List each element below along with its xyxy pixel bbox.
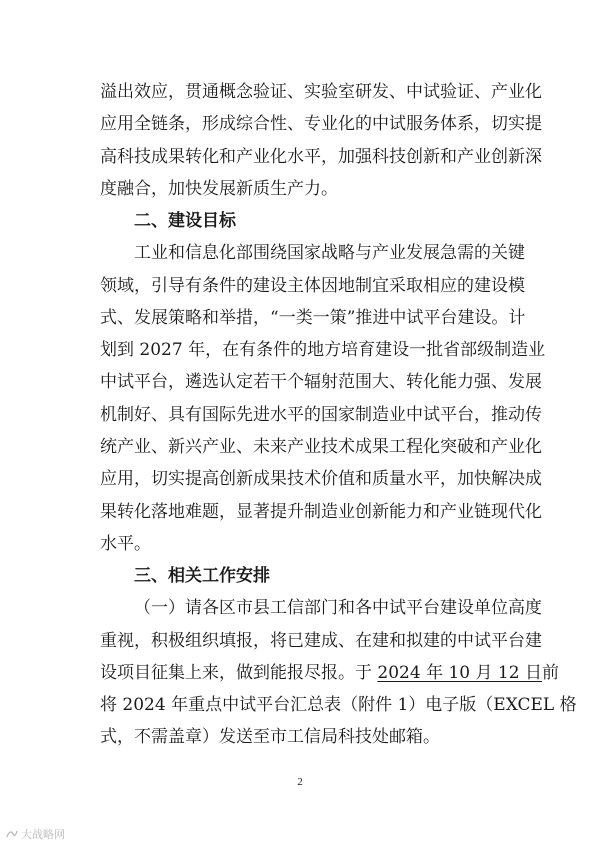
paragraph-3-line-2: 重视，积极组织填报，将已建成、在建和拟建的中试平台建 <box>100 631 542 651</box>
paragraph-3-line-4: 将 2024 年重点中试平台汇总表（附件 1）电子版（EXCEL 格 <box>100 695 577 715</box>
section-heading-goals: 二、建设目标 <box>134 211 236 231</box>
paragraph-2-line-9: 果转化落地难题，显著提升制造业创新能力和产业链现代化 <box>100 502 542 522</box>
page-number: 2 <box>297 776 303 788</box>
paragraph-1-line-4: 度融合，加快发展新质生产力。 <box>100 179 338 199</box>
paragraph-3-line-3-pre: 设项目征集上来，做到能报尽报。于 <box>100 663 378 683</box>
paragraph-2-line-5: 中试平台，遴选认定若干个辐射范围大、转化能力强、发展 <box>100 372 542 392</box>
section-heading-arrangements: 三、相关工作安排 <box>134 566 270 586</box>
paragraph-2-line-2: 领域，引导有条件的建设主体因地制宜采取相应的建设模 <box>100 276 525 296</box>
deadline-date: 2024 年 10 月 12 日 <box>377 663 542 683</box>
paragraph-2-line-8: 应用，切实提高创新成果技术价值和质量水平，加快解决成 <box>100 469 542 489</box>
paragraph-3-line-1: （一）请各区市县工信部门和各中试平台建设单位高度 <box>134 598 542 618</box>
paragraph-1-line-2: 应用全链条，形成综合性、专业化的中试服务体系，切实提 <box>100 114 542 134</box>
paragraph-1-line-1: 溢出效应，贯通概念验证、实验室研发、中试验证、产业化 <box>100 82 542 102</box>
watermark-logo-icon <box>6 829 18 839</box>
watermark-text: 大战略网 <box>21 828 65 841</box>
paragraph-3-line-5: 式，不需盖章）发送至市工信局科技处邮箱。 <box>100 727 440 747</box>
paragraph-2-line-7: 统产业、新兴产业、未来产业技术成果工程化突破和产业化 <box>100 437 542 457</box>
paragraph-2-line-6: 机制好、具有国际先进水平的国家制造业中试平台，推动传 <box>100 405 542 425</box>
watermark <box>6 826 65 842</box>
paragraph-2-line-1: 工业和信息化部围绕国家战略与产业发展急需的关键 <box>134 243 525 263</box>
paragraph-2-line-3: 式、发展策略和举措，“一类一策”推进中试平台建设。计 <box>100 308 526 328</box>
paragraph-3-line-3-post: 前 <box>541 663 559 683</box>
paragraph-3-line-3 <box>100 663 559 683</box>
paragraph-1-line-3: 高科技成果转化和产业化水平，加强科技创新和产业创新深 <box>100 147 542 167</box>
paragraph-2-line-4: 划到 2027 年，在有条件的地方培育建设一批省部级制造业 <box>100 340 546 360</box>
paragraph-2-line-10: 水平。 <box>100 534 151 554</box>
